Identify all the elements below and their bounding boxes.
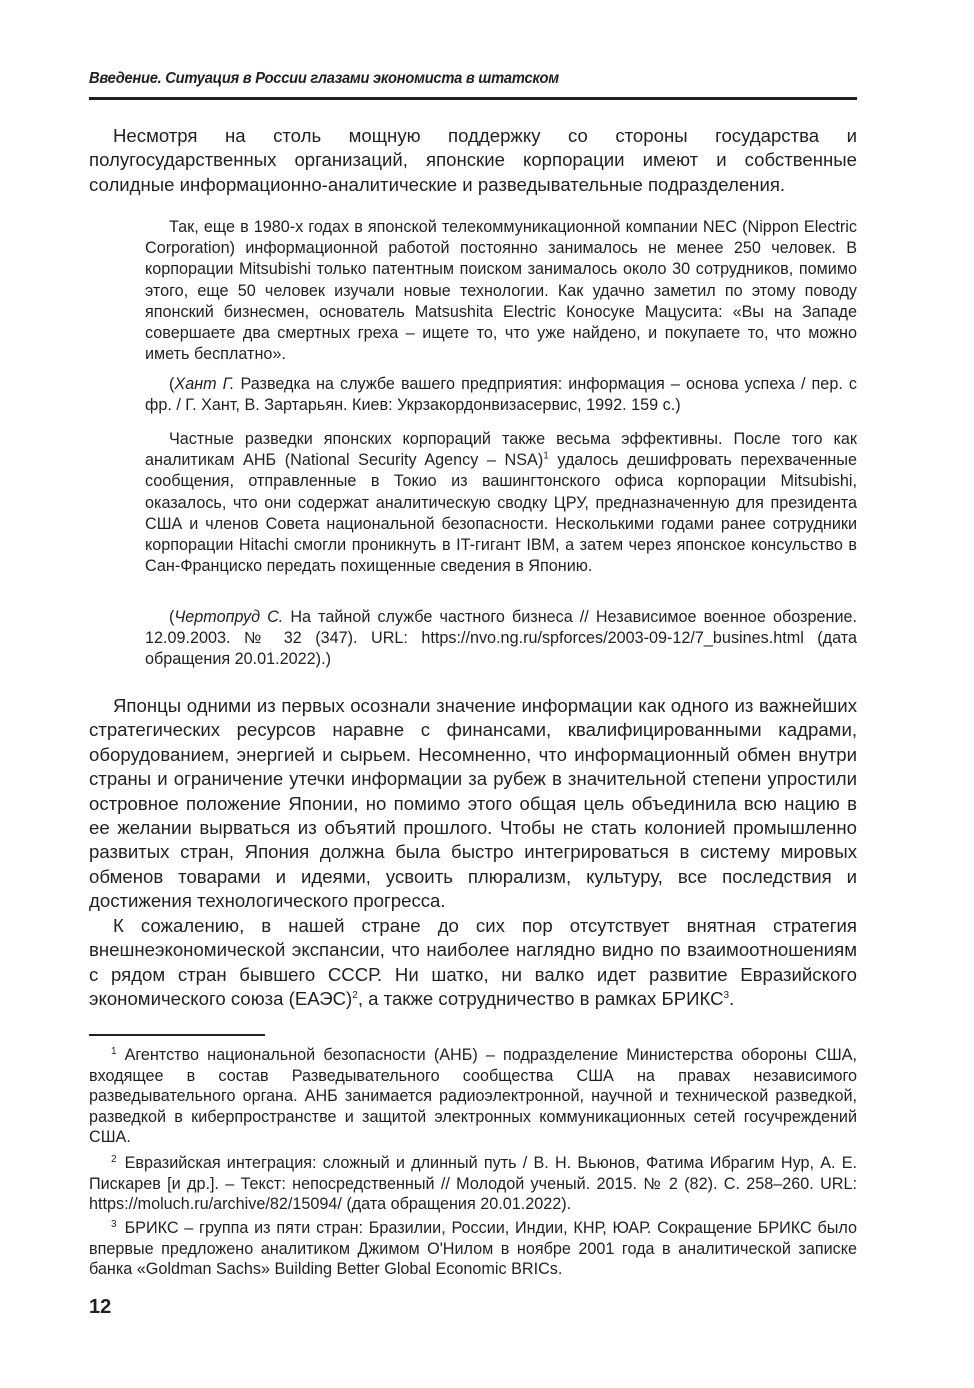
footnote-number: 1 bbox=[111, 1045, 117, 1057]
header-rule bbox=[89, 97, 857, 100]
footnote-number: 2 bbox=[111, 1153, 117, 1165]
footnote-text: Агентство национальной безопасности (АНБ) – подразделение Министерства обороны США, входящее в состав Разведывательного сообщества США на правах независимого разведывательного органа. АНБ занимается радиоэлектронной, научной и технической разведкой, разведкой в киберпространстве и защитой электронных коммуникационных сетей госучреждений США. bbox=[89, 1046, 857, 1147]
quote-nsa-part2: удалось дешифровать перехваченные сообщения, отправленные в Токио из вашингтонского офиса корпорации Mitsubishi, оказалось, что они содержат аналитическую сводку ЦРУ, предназначенную для президента США и членов Совета национальной безопасности. Несколькими годами ранее сотрудники корпорации Hitachi смогли проникнуть в IT-гигант IBM, а затем через японское консульство в Сан-Франциско передать похищенные сведения в Японию. bbox=[145, 451, 857, 576]
paragraph-japan: Японцы одними из первых осознали значение информации как одного из важнейших стратегических ресурсов наравне с финансами, квалифицированными кадрами, оборудованием, энергией и сырьем. Несомненно, что информационный обмен внутри страны и ограничение утечки информации за рубеж в значительной степени упростили островное положение Японии, но помимо этого общая цель объединила всю нацию в ее желании вырваться из объятий прошлого. Чтобы не стать колонией промышленно развитых стран, Япония должна была быстро интегрироваться в систему мировых обменов товарами и идеями, усвоить плюрализм, культуру, все последствия и достижения технологического прогресса. bbox=[89, 695, 857, 912]
quote-nec-text: Так, еще в 1980-х годах в японской телекоммуникационной компании NEC (Nippon Electric Corporation) информационной работой постоянно занималось не менее 250 человек. В корпорации Mitsubishi только патентным поиском занималось около 30 сотрудников, помимо этого, еще 50 человек изучали новые технологии. Как удачно заметил по этому поводу японский бизнесмен, основатель Matsushita Electric Коносуке Мацусита: «Вы на Западе совершаете два смертных греха – ищете то, что уже найдено, и покупаете то, что можно иметь бесплатно». bbox=[145, 218, 857, 364]
footnote-2 bbox=[89, 1153, 857, 1215]
source-author: Хант Г. bbox=[174, 375, 235, 393]
footnote-1 bbox=[89, 1045, 857, 1148]
footnote-text: БРИКС – группа из пяти стран: Бразилии, России, Индии, КНР, ЮАР. Сокращение БРИКС было впервые предложено аналитиком Джимом О'Нилом в ноябре 2001 года в аналитической записке банка «Goldman Sachs» Building Better Global Economic BRICs. bbox=[89, 1219, 857, 1279]
footnote-number: 3 bbox=[111, 1218, 117, 1230]
quote-nsa-part1: Частные разведки японских корпораций также весьма эффективны. После того как аналитикам АНБ (National Security Agency – NSA) bbox=[145, 430, 857, 470]
footnote-ref-2[interactable]: 2 bbox=[352, 990, 358, 1002]
paragraph-russia-part2: , а также сотрудничество в рамках БРИКС bbox=[357, 988, 724, 1010]
paragraph-russia bbox=[89, 914, 857, 1012]
quote-nsa-text bbox=[145, 429, 857, 577]
footnote-3 bbox=[89, 1218, 857, 1280]
source-author: Чертопруд С. bbox=[174, 608, 284, 626]
source-paren: ( bbox=[169, 608, 175, 626]
paragraph-intro: Несмотря на столь мощную поддержку со стороны государства и полугосударственных организаций, японские корпорации имеют и собственные солидные информационно-аналитические и разведывательные подразделения. bbox=[89, 125, 857, 195]
paragraph-russia-end: . bbox=[729, 988, 735, 1010]
source-rest: На тайной службе частного бизнеса // Независимое военное обозрение. 12.09.2003. № 32 (347). URL: https://nvo.ng.ru/spforces/2003-09-12/7_busines.html (дата обращения 20.01.2022).) bbox=[145, 608, 857, 669]
source-rest: Разведка на службе вашего предприятия: информация – основа успеха / пер. с фр. / Г. Хант, В. Зартарьян. Киев: Укрзакордонвизасервис, 1992. 159 с.) bbox=[145, 375, 857, 415]
footnote-separator bbox=[89, 1034, 265, 1036]
footnote-ref-1[interactable]: 1 bbox=[543, 450, 549, 462]
paragraph-russia-part1: К сожалению, в нашей стране до сих пор отсутствует внятная стратегия внешнеэкономической экспансии, что наиболее наглядно видно по взаимоотношениям с рядом стран бывшего СССР. Ни шатко, ни валко идет развитие Евразийского экономического союза (ЕАЭС) bbox=[89, 915, 857, 1010]
source-paren: ( bbox=[169, 375, 175, 393]
running-head: Введение. Ситуация в России глазами экономиста в штатском bbox=[89, 70, 559, 87]
quote-nec-source bbox=[145, 374, 857, 416]
footnote-ref-3[interactable]: 3 bbox=[723, 990, 730, 1002]
page-number: 12 bbox=[89, 1296, 112, 1318]
quote-nsa-source bbox=[145, 607, 857, 671]
footnote-text: Евразийская интеграция: сложный и длинный путь / В. Н. Вьюнов, Фатима Ибрагим Нур, А. Е. Пискарев [и др.]. – Текст: непосредственный // Молодой ученый. 2015. № 2 (82). С. 258–260. URL: https://moluch.ru/archive/82/15094/ (дата обращения 20.01.2022). bbox=[89, 1154, 857, 1214]
